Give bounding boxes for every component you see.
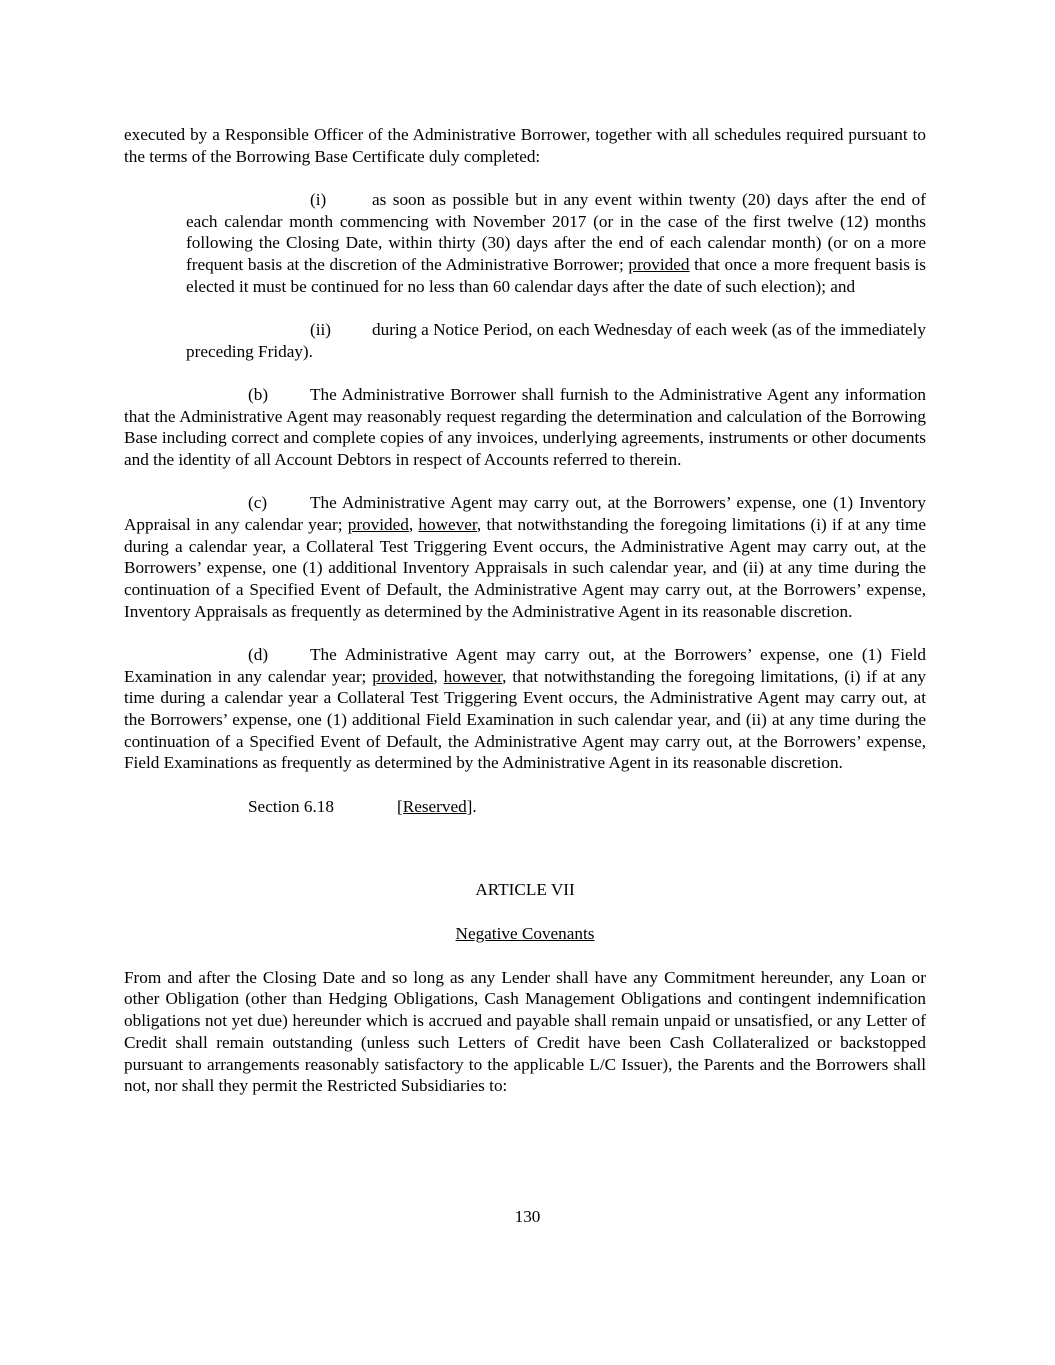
clause-c [124,492,926,622]
clause-i-marker: (i) [310,189,327,209]
clause-d-sep: , [433,666,444,686]
article-subtitle [124,923,926,945]
clause-ii-text: during a Notice Period, on each Wednesday of each week (as of the immediately preceding Friday). [186,319,926,361]
clause-c-however: however [418,514,477,534]
clause-b-text: The Administrative Borrower shall furnish to the Administrative Agent any information that the Administrative Agent may reasonably request regarding the determination and calculation of the Borrowing Base including correct and complete copies of any invoices, underlying agreements, instruments or other documents and the identity of all Account Debtors in respect of Accounts referred to therein. [124,384,926,469]
clause-i-text-after: that once a more frequent basis is elected it must be continued for no less than 60 calendar days after the date of such election); and [186,255,926,296]
section-period: . [472,796,477,816]
intro-paragraph [124,124,926,167]
clause-b-marker: (b) [248,384,269,404]
section-title: [Reserved] [397,796,473,816]
clause-d-marker: (d) [248,644,269,664]
section-number: Section 6.18 [248,796,334,816]
clause-i-text-before: as soon as possible but in any event within twenty (20) days after the end of each calendar month commencing with November 2017 (or in the case of the first twelve (12) months following the Closing Date, within thirty (30) days after the end of each calendar month) (or on a more frequent basis at the discretion of the Administrative Borrower; [186,189,926,275]
clause-c-text-before: The Administrative Agent may carry out, at the Borrowers’ expense, one (1) Inventory Appraisal in any calendar year; [124,493,926,534]
clause-d-however: however [443,666,503,686]
clause-d [124,644,926,774]
page-number: 130 [514,1207,541,1226]
clause-c-provided: provided [347,514,409,534]
clause-i-provided: provided [628,255,690,275]
clause-ii-marker: (ii) [310,319,331,339]
closing-text: From and after the Closing Date and so long as any Lender shall have any Commitment hereunder, any Loan or other Obligation (other than Hedging Obligations, Cash Management Obligations and contingent indemnification obligations not yet due) hereunder which is accrued and payable shall remain unpaid or unsatisfied, or any Letter of Credit shall remain outstanding (unless such Letters of Credit have been Cash Collateralized or backstopped pursuant to arrangements reasonably satisfactory to the applicable L/C Issuer), the Parents and the Borrowers shall not, nor shall they permit the Restricted Subsidiaries to: [124,967,926,1096]
clause-c-marker: (c) [248,493,268,513]
article-title: ARTICLE VII [475,880,575,900]
clause-ii [186,319,926,362]
document-page [124,124,926,1097]
article-subtitle-text: Negative Covenants [455,923,595,943]
closing-paragraph [124,967,926,1097]
intro-text: executed by a Responsible Officer of the Administrative Borrower, together with all schedules required pursuant to the terms of the Borrowing Base Certificate duly completed: [124,125,926,166]
clause-d-text-after: , that notwithstanding the foregoing limitations, (i) if at any time during a calendar year a Collateral Test Triggering Event occurs, the Administrative Agent may carry out, at the Borrowers’ expense, one (1) additional Field Examination in such calendar year, and (ii) at any time during the continuation of a Specified Event of Default, the Administrative Agent may carry out, at the Borrowers’ expense, Field Examinations as frequently as determined by the Administrative Agent in its reasonable discretion. [124,666,927,773]
clause-i [186,189,926,298]
clause-c-sep: , [408,514,419,534]
section-heading [248,796,926,818]
clause-b [124,384,926,471]
clause-c-text-after: , that notwithstanding the foregoing limitations (i) if at any time during a calendar year, a Collateral Test Triggering Event occurs, the Administrative Agent may carry out, at the Borrowers’ expense, one (1) additional Inventory Appraisals in such calendar year, and (ii) at any time during the continuation of a Specified Event of Default, the Administrative Agent may carry out, at the Borrowers’ expense, Inventory Appraisals as frequently as determined by the Administrative Agent in its reasonable discretion. [124,514,926,621]
clause-d-text-before: The Administrative Agent may carry out, at the Borrowers’ expense, one (1) Field Examination in any calendar year; [124,644,926,686]
clause-d-provided: provided [372,666,434,686]
